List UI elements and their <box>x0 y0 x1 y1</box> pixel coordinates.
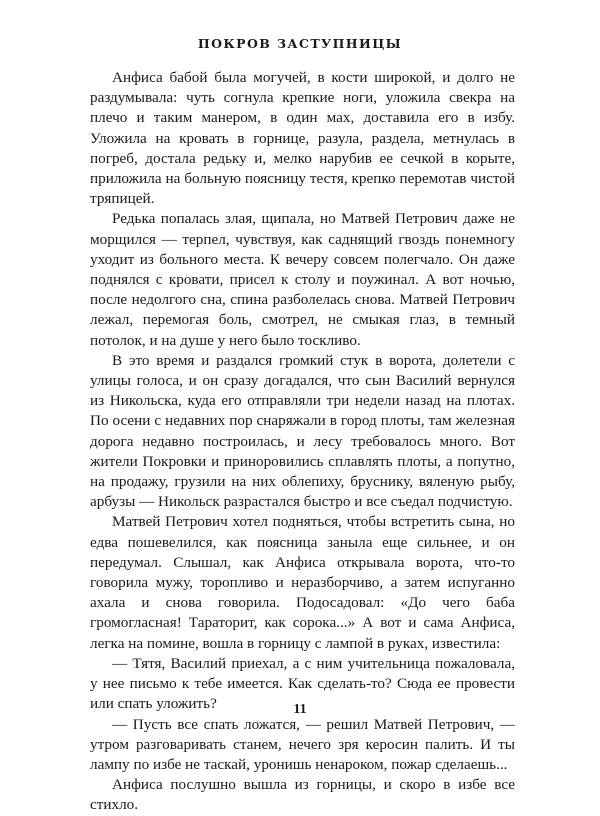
paragraph: — Тятя, Василий приехал, а с ним учительница пожаловала, у нее письмо к тебе имеется. Как сделать-то? Сюда ее провести или спать уложить? <box>90 654 515 713</box>
page-number: 11 <box>293 702 307 717</box>
paragraph: Матвей Петрович хотел подняться, чтобы встретить сына, но едва пошевелился, как поясница заныла еще сильнее, и он передумал. Слышал, как Анфиса открывала ворота, что-то говорила мужу, торопливо и неразборчиво, а затем испуганно ахала и снова говорила. Подосадовал: «До чего баба громогласная! Тараторит, как сорока...» А вот и сама Анфиса, легка на помине, вошла в горницу с лампой в руках, известила: <box>90 513 515 652</box>
paragraph: Редька попалась злая, щипала, но Матвей Петрович даже не морщился — терпел, чувствуя, как саднящий гвоздь понемногу уходит из больного места. К вечеру совсем полегчало. Он даже поднялся с кровати, присел к столу и поужинал. А вот ночью, после недолгого сна, спина разболелась снова. Матвей Петрович лежал, перемогая боль, смотрел, не смыкая глаз, в темный потолок, и на душе у него было тоскливо. <box>90 210 515 349</box>
paragraph: В это время и раздался громкий стук в ворота, долетели с улицы голоса, и он сразу догадался, что сын Василий вернулся из Никольска, куда его отправляли три недели назад на плотах. По осени с недавних пор снаряжали в город плоты, там железная дорога недавно построилась, и лесу требовалось много. Вот жители Покровки и приноровились сплавлять плоты, а попутно, на продажу, грузили на них облепиху, бруснику, вяленую рыбу, арбузы — Никольск разрастался быстро и все съедал подчистую. <box>90 351 515 511</box>
running-title: ПОКРОВ ЗАСТУПНИЦЫ <box>197 36 403 51</box>
paragraph: Анфиса бабой была могучей, в кости широкой, и долго не раздумывала: чуть согнула крепкие ноги, уложила свекра на плечо и таким манером, в один мах, доставила его в избу. Уложила на кровать в горнице, разула, раздела, метнулась в погреб, достала редьку и, мелко нарубив ее сечкой в корыте, приложила на больную поясницу тестя, крепко перемотав чистой тряпицей. <box>90 69 515 208</box>
paragraph: — Пусть все спать ложатся, — решил Матвей Петрович, — утром разговаривать станем, нечего зря керосин палить. И ты лампу по избе не таскай, уронишь ненароком, пожар сделаешь... <box>90 715 515 773</box>
paragraph: Анфиса послушно вышла из горницы, и скоро в избе все стихло. <box>90 776 515 814</box>
